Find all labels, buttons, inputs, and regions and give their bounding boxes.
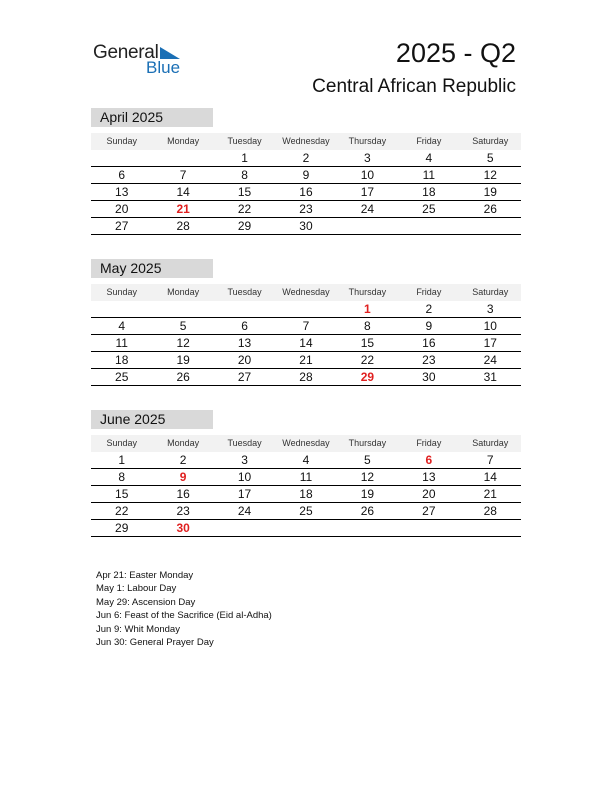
weekday-label: Saturday: [472, 438, 509, 448]
day-cell: [337, 218, 398, 234]
week-row: [91, 520, 521, 537]
day-cell: [398, 520, 459, 536]
day-cell: 26: [360, 504, 375, 518]
day-cell: 10: [483, 319, 497, 333]
logo-word-blue: Blue: [146, 58, 181, 77]
holiday-note: Jun 6: Feast of the Sacrifice (Eid al-Adha): [96, 610, 272, 622]
day-cell: 13: [422, 470, 436, 484]
day-cell: 17: [237, 487, 252, 501]
weekday-label: Wednesday: [282, 438, 330, 448]
day-cell: 3: [486, 302, 494, 316]
day-cell: 2: [302, 151, 310, 165]
day-cell: 11: [299, 470, 313, 484]
day-cell: 28: [483, 504, 497, 518]
day-cell: 3: [364, 151, 371, 165]
day-cell: 14: [299, 336, 313, 350]
week-row: [91, 452, 521, 469]
day-cell: 8: [364, 319, 371, 333]
day-cell: 27: [115, 219, 129, 233]
day-cell: 11: [115, 336, 128, 350]
day-cell: 5: [179, 319, 187, 333]
week-row: [91, 486, 521, 503]
day-cell: 6: [241, 319, 248, 333]
day-cell: [275, 301, 336, 317]
day-cell: 4: [425, 151, 433, 165]
week-row: [91, 167, 521, 184]
day-cell: 16: [299, 185, 313, 199]
weekday-label: Sunday: [106, 438, 137, 448]
day-cell: 12: [176, 336, 190, 350]
week-row: [91, 150, 521, 167]
country-name: Central African Republic: [312, 76, 516, 97]
week-row: [91, 469, 521, 486]
month-weeks: [91, 301, 521, 386]
month-block-april: [91, 108, 521, 235]
week-row: [91, 318, 521, 335]
holiday-note: Apr 21: Easter Monday: [96, 570, 194, 581]
week-row: [91, 369, 521, 386]
day-cell: 18: [299, 487, 313, 501]
day-cell: 19: [483, 185, 497, 199]
weekday-header-row: [91, 133, 521, 150]
day-cell: 2: [179, 453, 187, 467]
day-cell: 4: [118, 319, 126, 333]
day-cell: [152, 301, 213, 317]
month-block-may: [91, 259, 521, 386]
day-cell: 17: [483, 336, 497, 350]
day-cell: 2: [425, 302, 433, 316]
day-cell: 24: [483, 353, 497, 367]
day-cell: 20: [237, 353, 252, 367]
weekday-label: Monday: [167, 136, 200, 146]
day-cell: 15: [115, 487, 129, 501]
week-row: [91, 201, 521, 218]
day-cell: 25: [299, 504, 313, 518]
day-cell: [460, 520, 521, 536]
day-cell: [398, 218, 459, 234]
weekday-label: Saturday: [472, 136, 509, 146]
day-cell: 15: [360, 336, 375, 350]
day-cell: 1: [118, 453, 126, 467]
week-row: [91, 184, 521, 201]
holiday-note: Jun 30: General Prayer Day: [96, 637, 214, 649]
holiday-note: May 1: Labour Day: [96, 583, 177, 595]
day-cell: 12: [360, 470, 375, 484]
day-cell: 3: [241, 453, 248, 467]
weekday-label: Sunday: [106, 136, 137, 146]
weekday-label: Tuesday: [227, 136, 262, 146]
weekday-label: Wednesday: [282, 136, 330, 146]
day-cell: 13: [237, 336, 252, 350]
day-cell: 29: [115, 521, 129, 535]
holiday-note: Jun 9: Whit Monday: [96, 623, 180, 635]
week-row: [91, 352, 521, 369]
day-cell: 20: [115, 202, 129, 216]
day-cell: [275, 520, 336, 536]
weekday-label: Friday: [416, 287, 442, 297]
day-cell: 16: [176, 487, 190, 501]
day-cell: 21: [483, 487, 497, 501]
day-cell: 28: [299, 370, 313, 384]
day-cell: 8: [118, 470, 126, 484]
day-cell: 23: [299, 202, 313, 216]
day-cell: 22: [115, 504, 129, 518]
month-weeks: [91, 452, 521, 537]
weekday-label: Monday: [167, 287, 200, 297]
weekday-label: Thursday: [348, 287, 387, 297]
day-cell: 27: [237, 370, 252, 384]
day-cell: 20: [422, 487, 436, 501]
page-title: 2025 - Q2: [395, 38, 516, 68]
week-row: [91, 301, 521, 318]
holiday-day-cell: 29: [360, 370, 375, 384]
logo-word-general: General: [93, 42, 159, 63]
day-cell: 22: [237, 202, 252, 216]
day-cell: 9: [425, 319, 433, 333]
day-cell: 19: [360, 487, 375, 501]
day-cell: 30: [422, 370, 436, 384]
weekday-header-row: [91, 284, 521, 301]
holiday-day-cell: 6: [425, 453, 433, 467]
day-cell: 1: [241, 151, 248, 165]
month-title: April 2025: [91, 108, 213, 127]
month-weeks: [91, 150, 521, 235]
day-cell: 12: [483, 168, 497, 182]
weekday-label: Thursday: [348, 136, 387, 146]
day-cell: 21: [299, 353, 313, 367]
weekday-label: Thursday: [348, 438, 387, 448]
week-row: [91, 335, 521, 352]
day-cell: 23: [176, 504, 190, 518]
day-cell: 6: [118, 168, 126, 182]
weekday-label: Sunday: [106, 287, 137, 297]
day-cell: 24: [360, 202, 375, 216]
month-title: May 2025: [91, 259, 213, 278]
weekday-label: Monday: [167, 438, 200, 448]
month-block-june: [91, 410, 521, 537]
holiday-notes: [96, 569, 272, 649]
weekday-header-row: [91, 435, 521, 452]
day-cell: 30: [299, 219, 313, 233]
day-cell: 14: [176, 185, 190, 199]
day-cell: 25: [422, 202, 436, 216]
day-cell: 14: [483, 470, 497, 484]
week-row: [91, 218, 521, 235]
day-cell: 22: [360, 353, 375, 367]
holiday-note: May 29: Ascension Day: [96, 596, 196, 608]
day-cell: 26: [483, 202, 497, 216]
day-cell: 17: [360, 185, 375, 199]
day-cell: 18: [115, 353, 129, 367]
day-cell: 15: [237, 185, 252, 199]
day-cell: 23: [422, 353, 436, 367]
holiday-day-cell: 9: [179, 470, 187, 484]
day-cell: 4: [302, 453, 310, 467]
day-cell: 16: [422, 336, 436, 350]
day-cell: [91, 301, 152, 317]
weekday-label: Tuesday: [227, 287, 262, 297]
holiday-day-cell: 30: [176, 521, 190, 535]
day-cell: 31: [483, 370, 497, 384]
week-row: [91, 503, 521, 520]
day-cell: [460, 218, 521, 234]
weekday-label: Wednesday: [282, 287, 330, 297]
day-cell: 7: [179, 168, 187, 182]
day-cell: 10: [360, 168, 375, 182]
day-cell: [214, 301, 275, 317]
holiday-day-cell: 1: [364, 302, 371, 316]
day-cell: 27: [422, 504, 436, 518]
day-cell: 10: [237, 470, 252, 484]
weekday-label: Friday: [416, 438, 442, 448]
month-title: June 2025: [91, 410, 213, 429]
day-cell: [91, 150, 152, 166]
day-cell: 19: [176, 353, 190, 367]
brand-logo: [93, 42, 193, 78]
weekday-label: Tuesday: [227, 438, 262, 448]
day-cell: 26: [176, 370, 190, 384]
day-cell: [152, 150, 213, 166]
day-cell: [337, 520, 398, 536]
day-cell: 9: [302, 168, 310, 182]
day-cell: 7: [486, 453, 494, 467]
day-cell: 5: [364, 453, 371, 467]
day-cell: 7: [302, 319, 310, 333]
day-cell: 13: [115, 185, 129, 199]
day-cell: 25: [115, 370, 129, 384]
day-cell: 29: [237, 219, 252, 233]
day-cell: 11: [422, 168, 436, 182]
day-cell: 24: [237, 504, 252, 518]
day-cell: 18: [422, 185, 436, 199]
day-cell: [214, 520, 275, 536]
day-cell: 8: [241, 168, 248, 182]
holiday-day-cell: 21: [176, 202, 190, 216]
weekday-label: Friday: [416, 136, 442, 146]
day-cell: 5: [486, 151, 494, 165]
weekday-label: Saturday: [472, 287, 509, 297]
day-cell: 28: [176, 219, 190, 233]
